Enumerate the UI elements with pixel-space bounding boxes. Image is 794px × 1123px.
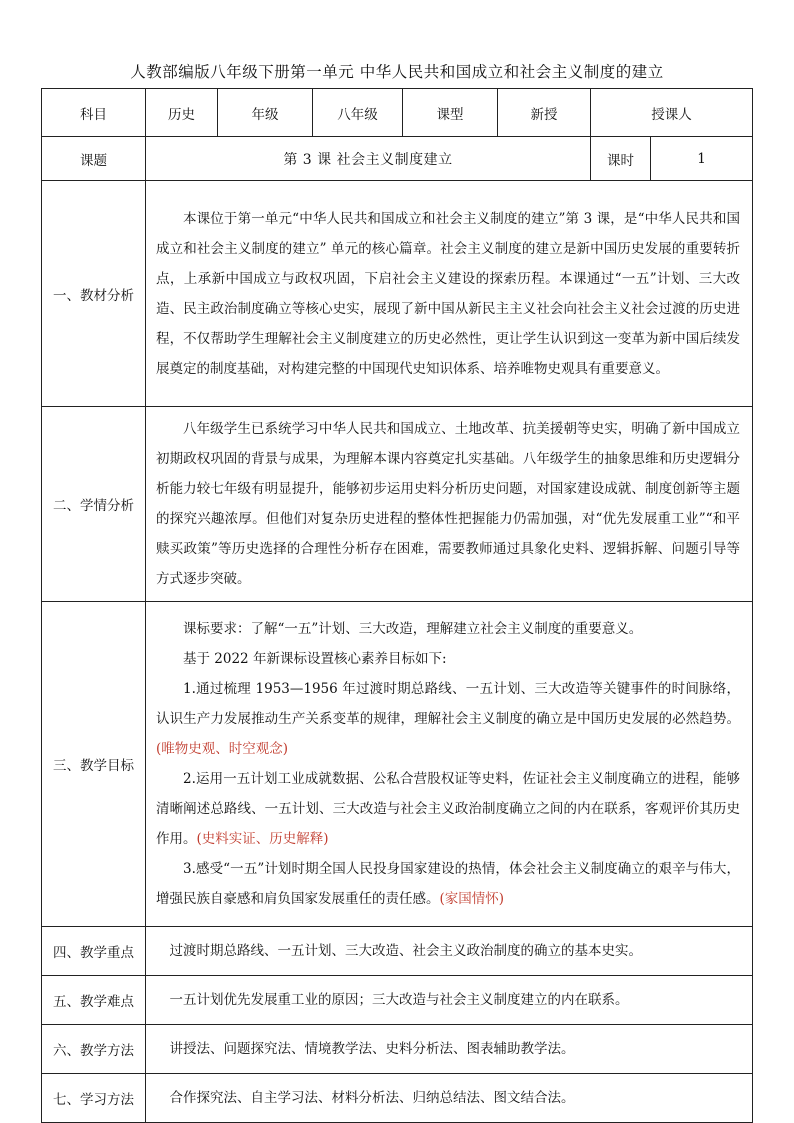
curriculum-standard: 课标要求：了解“一五”计划、三大改造，理解建立社会主义制度的重要意义。 (183, 621, 643, 637)
student-analysis-content (146, 407, 753, 602)
type-value: 新授 (498, 89, 591, 137)
key-points-label: 四、教学重点 (42, 927, 146, 976)
teaching-methods-row (42, 1025, 753, 1074)
subject-label: 科目 (42, 89, 146, 137)
type-label: 课型 (403, 89, 498, 137)
goal-item (156, 854, 740, 914)
hours-value: 1 (651, 137, 753, 181)
teacher-label: 授课人 (591, 89, 753, 137)
hours-label: 课时 (591, 137, 651, 181)
goal-item (156, 674, 740, 764)
textbook-analysis-row (42, 181, 753, 407)
student-analysis-label: 二、学情分析 (42, 407, 146, 602)
key-points-text: 过渡时期总路线、一五计划、三大改造、社会主义政治制度的确立的基本史实。 (169, 943, 642, 959)
difficulties-content (146, 976, 753, 1025)
difficulties-row (42, 976, 753, 1025)
student-analysis-row (42, 407, 753, 602)
topic-value: 第 3 课 社会主义制度建立 (146, 137, 591, 181)
goal-item (156, 764, 740, 854)
goals-intro: 基于 2022 年新课标设置核心素养目标如下: (183, 651, 447, 667)
textbook-analysis-label: 一、教材分析 (42, 181, 146, 407)
goal-item-text: 1.通过梳理 1953—1956 年过渡时期总路线、一五计划、三大改造等关键事件的时间脉络，认识生产力发展推动生产关系变革的规律，理解社会主义制度的确立是中国历史发展的必然趋势。 (156, 681, 740, 727)
key-points-content (146, 927, 753, 976)
goal-item-literacy-tag: (家国情怀) (439, 891, 505, 907)
student-analysis-text: 八年级学生已系统学习中华人民共和国成立、土地改革、抗美援朝等史实，明确了新中国成立初期政权巩固的背景与成果，为理解本课内容奠定扎实基础。八年级学生的抽象思维和历史逻辑分析能力较七年级有明显提升，能够初步运用史料分析历史问题，对国家建设成就、制度创新等主题的探究兴趣浓厚。但他们对复杂历史进程的整体性把握能力仍需加强，对“优先发展重工业”“和平赎买政策”等历史选择的合理性分析存在困难，需要教师通过具象化史料、逻辑拆解、问题引导等方式逐步突破。 (156, 421, 740, 587)
page-title: 人教部编版八年级下册第一单元 中华人民共和国成立和社会主义制度的建立 (130, 63, 664, 81)
difficulties-label: 五、教学难点 (42, 976, 146, 1025)
lesson-plan-table (41, 88, 753, 1123)
learning-methods-row (42, 1074, 753, 1123)
key-points-row (42, 927, 753, 976)
textbook-analysis-text: 本课位于第一单元“中华人民共和国成立和社会主义制度的建立”第 3 课，是“中华人民共和国成立和社会主义制度的建立” 单元的核心篇章。社会主义制度的建立是新中国历史发展的重要转折点，上承新中国成立与政权巩固，下启社会主义建设的探索历程。本课通过“一五”计划、三大改造、民主政治制度确立等核心史实，展现了新中国从新民主主义社会向社会主义社会过渡的历史进程，不仅帮助学生理解社会主义制度建立的历史必然性，更让学生认识到这一变革为新中国后续发展奠定的制度基础，对构建完整的中国现代史知识体系、培养唯物史观具有重要意义。 (156, 210, 740, 377)
teaching-goals-content (146, 602, 753, 927)
teaching-goals-row (42, 602, 753, 927)
goal-item-literacy-tag: (唯物史观、时空观念) (156, 741, 289, 757)
teaching-methods-label: 六、教学方法 (42, 1025, 146, 1074)
topic-row (42, 137, 753, 181)
topic-label: 课题 (42, 137, 146, 181)
learning-methods-text: 合作探究法、自主学习法、材料分析法、归纳总结法、图文结合法。 (169, 1090, 575, 1106)
teaching-methods-content (146, 1025, 753, 1074)
grade-value: 八年级 (313, 89, 403, 137)
teaching-methods-text: 讲授法、问题探究法、情境教学法、史料分析法、图表辅助教学法。 (169, 1041, 575, 1057)
goal-item-text: 2.运用一五计划工业成就数据、公私合营股权证等史料，佐证社会主义制度确立的进程，能够清晰阐述总路线、一五计划、三大改造与社会主义政治制度确立之间的内在联系，客观评价其历史作用。 (156, 771, 740, 847)
teaching-goals-label: 三、教学目标 (42, 602, 146, 927)
learning-methods-content (146, 1074, 753, 1123)
textbook-analysis-content (146, 181, 753, 407)
subject-value: 历史 (146, 89, 218, 137)
goal-item-literacy-tag: (史料实证、历史解释) (196, 831, 329, 847)
header-row (42, 89, 753, 137)
grade-label: 年级 (218, 89, 313, 137)
goal-item-text: 3.感受“一五”计划时期全国人民投身国家建设的热情，体会社会主义制度确立的艰辛与伟大，增强民族自豪感和肩负国家发展重任的责任感。 (156, 861, 740, 907)
learning-methods-label: 七、学习方法 (42, 1074, 146, 1123)
difficulties-text: 一五计划优先发展重工业的原因；三大改造与社会主义制度建立的内在联系。 (169, 992, 629, 1008)
